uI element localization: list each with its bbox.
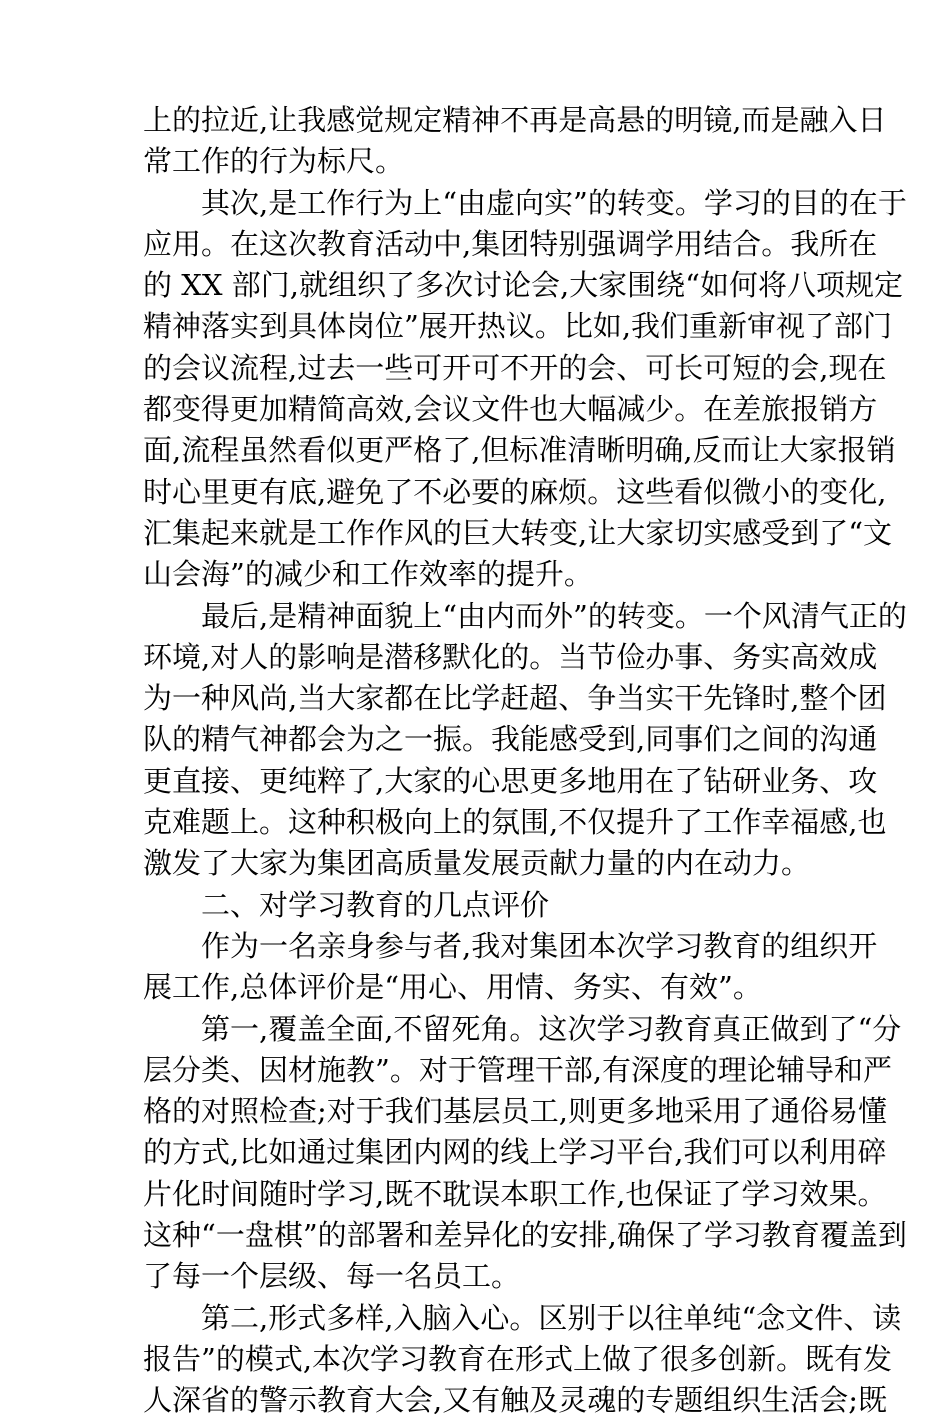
text-line: 二、对学习教育的几点评价	[201, 887, 550, 922]
text-line: 的 XX 部门,就组织了多次讨论会,大家围绕“如何将八项规定	[143, 268, 903, 303]
text-line: 片化时间随时学习,既不耽误本职工作,也保证了学习效果。	[143, 1176, 887, 1211]
text-line: 的会议流程,过去一些可开可不开的会、可长可短的会,现在	[143, 350, 887, 385]
text-line: 环境,对人的影响是潜移默化的。当节俭办事、务实高效成	[143, 639, 878, 674]
text-line: 克难题上。这种积极向上的氛围,不仅提升了工作幸福感,也	[143, 805, 887, 840]
text-line: 更直接、更纯粹了,大家的心思更多地用在了钻研业务、攻	[143, 763, 878, 798]
text-line: 作为一名亲身参与者,我对集团本次学习教育的组织开	[201, 928, 878, 963]
text-line: 时心里更有底,避免了不必要的麻烦。这些看似微小的变化,	[143, 474, 887, 509]
text-line: 上的拉近,让我感觉规定精神不再是高悬的明镜,而是融入日	[143, 103, 887, 137]
text-line: 第二,形式多样,入脑入心。区别于以往单纯“念文件、读	[201, 1300, 902, 1335]
text-line: 了每一个层级、每一名员工。	[143, 1259, 521, 1294]
text-line: 激发了大家为集团高质量发展贡献力量的内在动力。	[143, 846, 811, 881]
text-line: 面,流程虽然看似更严格了,但标准清晰明确,反而让大家报销	[143, 433, 896, 468]
text-line: 最后,是精神面貌上“由内而外”的转变。一个风清气正的	[201, 598, 907, 633]
text-line: 这种“一盘棋”的部署和差异化的安排,确保了学习教育覆盖到	[143, 1218, 907, 1253]
text-line: 山会海”的减少和工作效率的提升。	[143, 557, 593, 592]
text-line: 报告”的模式,本次学习教育在形式上做了很多创新。既有发	[143, 1341, 893, 1376]
text-line: 格的对照检查;对于我们基层员工,则更多地采用了通俗易懂	[143, 1094, 887, 1129]
text-line: 都变得更加精简高效,会议文件也大幅减少。在差旅报销方	[143, 392, 878, 427]
text-line: 第一,覆盖全面,不留死角。这次学习教育真正做到了“分	[201, 1011, 902, 1046]
text-line: 的方式,比如通过集团内网的线上学习平台,我们可以利用碎	[143, 1135, 887, 1170]
text-line: 应用。在这次教育活动中,集团特别强调学用结合。我所在	[143, 226, 878, 261]
text-line: 队的精气神都会为之一振。我能感受到,同事们之间的沟通	[143, 722, 878, 757]
text-line: 人深省的警示教育大会,又有触及灵魂的专题组织生活会;既	[143, 1383, 887, 1418]
text-line: 汇集起来就是工作作风的巨大转变,让大家切实感受到了“文	[143, 515, 893, 550]
text-line: 为一种风尚,当大家都在比学赶超、争当实干先锋时,整个团	[143, 681, 887, 716]
text-line: 精神落实到具体岗位”展开热议。比如,我们重新审视了部门	[143, 309, 893, 344]
text-line: 常工作的行为标尺。	[143, 144, 405, 179]
text-line: 层分类、因材施教”。对于管理干部,有深度的理论辅导和严	[143, 1052, 893, 1087]
text-line: 其次,是工作行为上“由虚向实”的转变。学习的目的在于	[201, 185, 907, 220]
text-line: 展工作,总体评价是“用心、用情、务实、有效”。	[143, 970, 762, 1005]
document-page	[143, 100, 907, 1422]
